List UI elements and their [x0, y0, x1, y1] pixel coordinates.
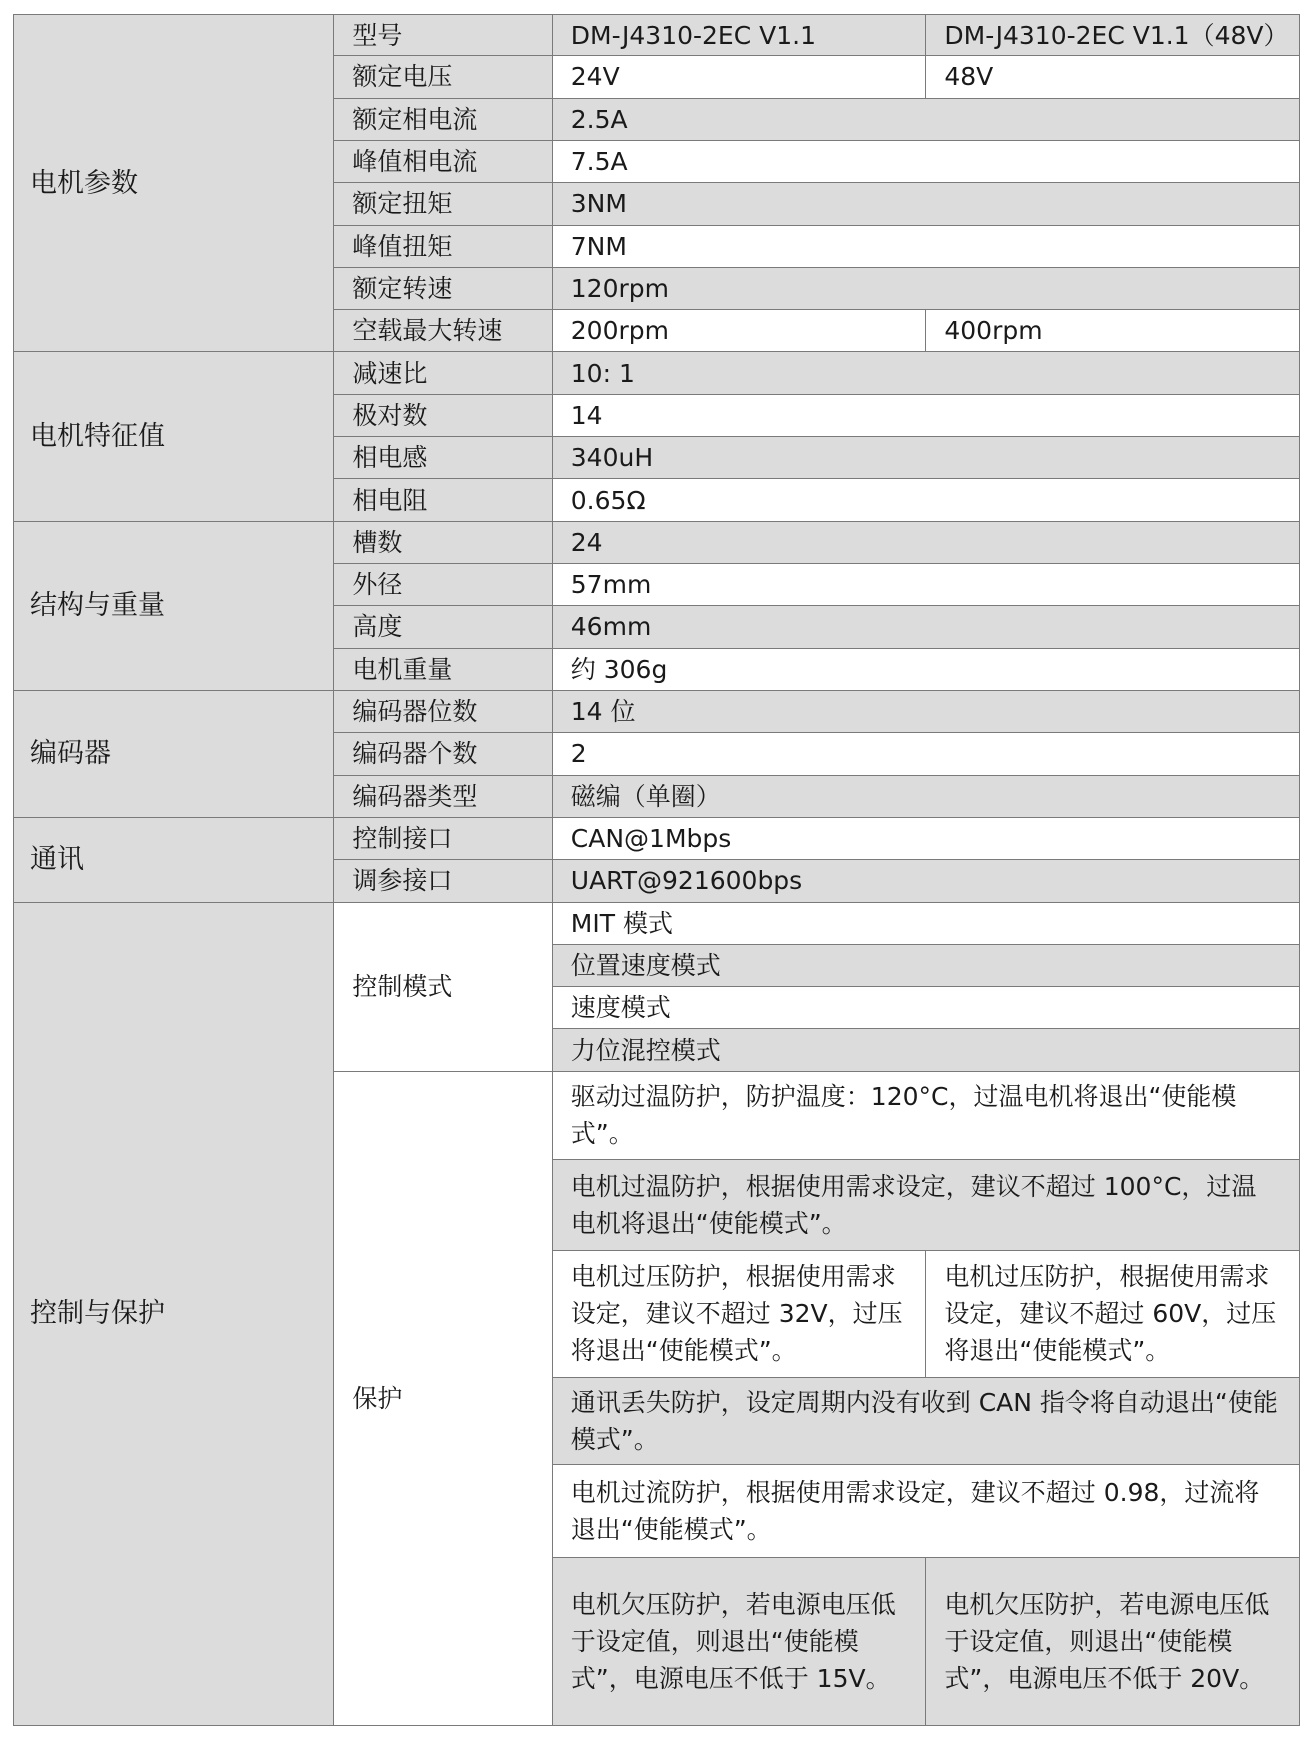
row-value: 3NM: [552, 183, 1299, 225]
table-row: [14, 521, 1300, 563]
table-row: [14, 15, 1300, 56]
row-value: 电机过温防护，根据使用需求设定，建议不超过 100°C，过温电机将退出“使能模式”。: [552, 1159, 1299, 1250]
row-value: 24: [552, 521, 1299, 563]
row-key: 峰值扭矩: [334, 225, 552, 267]
row-value: 电机欠压防护，若电源电压低于设定值，则退出“使能模式”，电源电压不低于 15V。: [552, 1558, 926, 1726]
row-value: 电机过流防护，根据使用需求设定，建议不超过 0.98，过流将退出“使能模式”。: [552, 1465, 1299, 1558]
row-value: 位置速度模式: [552, 944, 1299, 986]
row-key: 外径: [334, 564, 552, 606]
row-key: 额定相电流: [334, 98, 552, 140]
row-key: 额定转速: [334, 267, 552, 309]
row-value: 24V: [552, 56, 926, 98]
row-key-control-mode: 控制模式: [334, 902, 552, 1071]
row-value: 48V: [926, 56, 1300, 98]
row-value: 2: [552, 733, 1299, 775]
row-key: 编码器类型: [334, 775, 552, 817]
row-key: 减速比: [334, 352, 552, 394]
category-motor-char: 电机特征值: [14, 352, 334, 521]
row-value: 通讯丢失防护，设定周期内没有收到 CAN 指令将自动退出“使能模式”。: [552, 1377, 1299, 1465]
row-value: 14: [552, 394, 1299, 436]
row-value: 力位混控模式: [552, 1029, 1299, 1071]
row-key: 型号: [334, 15, 552, 56]
table-row: [14, 817, 1300, 859]
row-value: 电机过压防护，根据使用需求设定，建议不超过 60V，过压将退出“使能模式”。: [926, 1250, 1300, 1377]
row-key: 额定电压: [334, 56, 552, 98]
row-value: 57mm: [552, 564, 1299, 606]
row-value: 磁编（单圈）: [552, 775, 1299, 817]
category-control-protect: 控制与保护: [14, 902, 334, 1725]
row-key: 调参接口: [334, 860, 552, 902]
row-value: 0.65Ω: [552, 479, 1299, 521]
row-value: DM-J4310-2EC V1.1（48V）: [926, 15, 1300, 56]
row-value: 340uH: [552, 437, 1299, 479]
row-key: 额定扭矩: [334, 183, 552, 225]
row-key-protect: 保护: [334, 1071, 552, 1725]
row-value: 7.5A: [552, 140, 1299, 182]
row-value: 速度模式: [552, 987, 1299, 1029]
row-key: 控制接口: [334, 817, 552, 859]
row-value: 400rpm: [926, 310, 1300, 352]
row-value: DM-J4310-2EC V1.1: [552, 15, 926, 56]
row-value: MIT 模式: [552, 902, 1299, 944]
row-key: 电机重量: [334, 648, 552, 690]
row-value: 120rpm: [552, 267, 1299, 309]
row-value: 2.5A: [552, 98, 1299, 140]
row-key: 相电阻: [334, 479, 552, 521]
row-key: 极对数: [334, 394, 552, 436]
row-value: CAN@1Mbps: [552, 817, 1299, 859]
table-row: [14, 690, 1300, 732]
category-encoder: 编码器: [14, 690, 334, 817]
row-key: 高度: [334, 606, 552, 648]
row-value: 14 位: [552, 690, 1299, 732]
row-key: 峰值相电流: [334, 140, 552, 182]
table-row: [14, 352, 1300, 394]
row-value: 10: 1: [552, 352, 1299, 394]
spec-table: [13, 14, 1300, 1726]
category-comm: 通讯: [14, 817, 334, 902]
row-value: 电机欠压防护，若电源电压低于设定值，则退出“使能模式”，电源电压不低于 20V。: [926, 1558, 1300, 1726]
row-key: 相电感: [334, 437, 552, 479]
row-value: 驱动过温防护，防护温度：120°C，过温电机将退出“使能模式”。: [552, 1071, 1299, 1159]
row-value: 46mm: [552, 606, 1299, 648]
row-value: UART@921600bps: [552, 860, 1299, 902]
row-key: 空载最大转速: [334, 310, 552, 352]
row-key: 编码器个数: [334, 733, 552, 775]
row-value: 7NM: [552, 225, 1299, 267]
row-value: 电机过压防护，根据使用需求设定，建议不超过 32V，过压将退出“使能模式”。: [552, 1250, 926, 1377]
category-motor-params: 电机参数: [14, 15, 334, 352]
category-structure: 结构与重量: [14, 521, 334, 690]
row-key: 编码器位数: [334, 690, 552, 732]
row-value: 约 306g: [552, 648, 1299, 690]
row-value: 200rpm: [552, 310, 926, 352]
table-row: [14, 902, 1300, 944]
row-key: 槽数: [334, 521, 552, 563]
